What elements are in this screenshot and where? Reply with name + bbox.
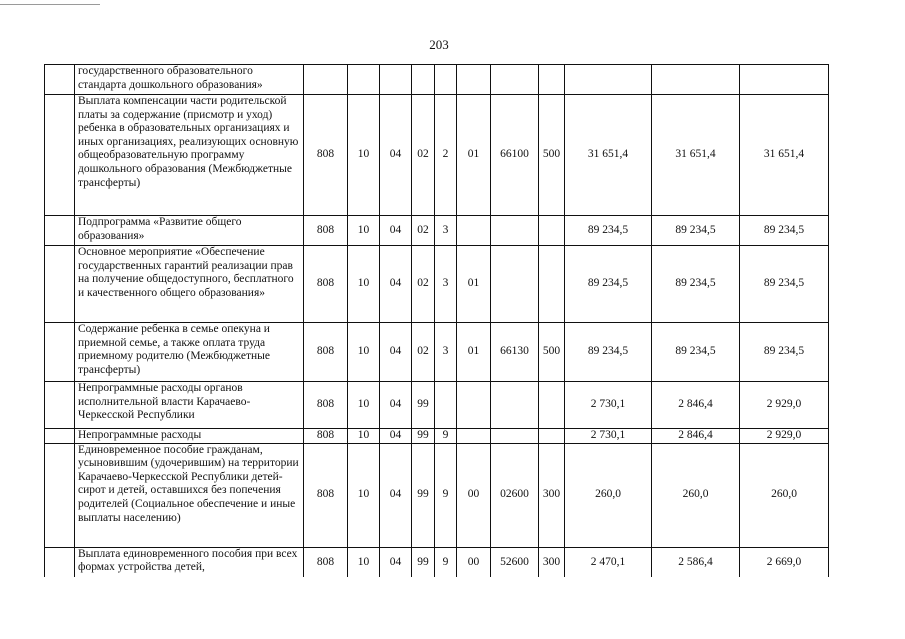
row-expense-type-code: 300 — [539, 547, 565, 577]
row-amount-2: 89 234,5 — [652, 323, 740, 382]
row-program-code: 02 — [412, 95, 435, 216]
row-subsection-code: 04 — [380, 547, 412, 577]
row-expense-type-code — [539, 65, 565, 95]
row-amount-2: 2 846,4 — [652, 429, 740, 444]
row-measure-code: 01 — [457, 95, 491, 216]
row-amount-1: 89 234,5 — [565, 246, 652, 323]
row-name-cell: Содержание ребенка в семье опекуна и приемной семье, а также оплата труда приемному родителю (Межбюджетные трансферты) — [75, 323, 304, 382]
row-program-code: 99 — [412, 443, 435, 547]
row-amount-2: 31 651,4 — [652, 95, 740, 216]
row-section-code: 10 — [348, 443, 380, 547]
row-subsection-code: 04 — [380, 443, 412, 547]
row-subprogram-code: 9 — [435, 547, 457, 577]
row-name-cell: Выплата компенсации части родительской платы за содержание (присмотр и уход) ребенка в образовательных организациях и иных организациях, реализующих основную общеобразовательную программу дошкольного образования (Межбюджетные трансферты) — [75, 95, 304, 216]
row-direction-code: 02600 — [491, 443, 539, 547]
row-subsection-code: 04 — [380, 95, 412, 216]
row-program-code: 99 — [412, 547, 435, 577]
row-amount-3: 31 651,4 — [740, 95, 829, 216]
row-section-code: 10 — [348, 95, 380, 216]
row-subsection-code: 04 — [380, 382, 412, 429]
row-subprogram-code: 3 — [435, 323, 457, 382]
row-measure-code: 00 — [457, 443, 491, 547]
row-number-cell — [45, 65, 75, 95]
row-amount-1: 31 651,4 — [565, 95, 652, 216]
row-subprogram-code — [435, 382, 457, 429]
row-subprogram-code — [435, 65, 457, 95]
row-amount-1: 89 234,5 — [565, 323, 652, 382]
table-row — [45, 443, 829, 547]
table-row — [45, 323, 829, 382]
row-amount-3: 89 234,5 — [740, 246, 829, 323]
row-measure-code: 01 — [457, 323, 491, 382]
row-admin-code: 808 — [304, 547, 348, 577]
row-program-code: 02 — [412, 323, 435, 382]
row-expense-type-code: 500 — [539, 95, 565, 216]
table-row — [45, 547, 829, 577]
row-program-code: 02 — [412, 246, 435, 323]
table-row — [45, 382, 829, 429]
row-number-cell — [45, 382, 75, 429]
row-expense-type-code — [539, 216, 565, 246]
table-row — [45, 429, 829, 444]
row-amount-2: 2 586,4 — [652, 547, 740, 577]
row-amount-1 — [565, 65, 652, 95]
row-name-cell: Подпрограмма «Развитие общего образования» — [75, 216, 304, 246]
row-program-code — [412, 65, 435, 95]
row-section-code: 10 — [348, 246, 380, 323]
row-measure-code — [457, 429, 491, 444]
row-number-cell — [45, 246, 75, 323]
top-edge-rule — [0, 4, 100, 5]
row-admin-code: 808 — [304, 429, 348, 444]
row-direction-code — [491, 429, 539, 444]
row-amount-1: 2 730,1 — [565, 429, 652, 444]
table-row — [45, 95, 829, 216]
row-amount-1: 2 470,1 — [565, 547, 652, 577]
row-direction-code — [491, 246, 539, 323]
row-number-cell — [45, 323, 75, 382]
row-direction-code — [491, 382, 539, 429]
row-measure-code — [457, 216, 491, 246]
row-amount-1: 89 234,5 — [565, 216, 652, 246]
row-admin-code: 808 — [304, 382, 348, 429]
row-name-cell: государственного образовательного стандарта дошкольного образования» — [75, 65, 304, 95]
row-number-cell — [45, 216, 75, 246]
row-number-cell — [45, 547, 75, 577]
row-amount-2: 89 234,5 — [652, 246, 740, 323]
row-amount-3 — [740, 65, 829, 95]
row-amount-2 — [652, 65, 740, 95]
table-row — [45, 216, 829, 246]
row-admin-code: 808 — [304, 246, 348, 323]
row-subprogram-code: 9 — [435, 429, 457, 444]
row-measure-code — [457, 382, 491, 429]
row-subprogram-code: 3 — [435, 246, 457, 323]
row-amount-3: 260,0 — [740, 443, 829, 547]
row-subprogram-code: 9 — [435, 443, 457, 547]
row-measure-code: 01 — [457, 246, 491, 323]
row-admin-code: 808 — [304, 323, 348, 382]
row-number-cell — [45, 443, 75, 547]
row-name-cell: Непрограммные расходы — [75, 429, 304, 444]
row-name-cell: Выплата единовременного пособия при всех формах устройства детей, — [75, 547, 304, 577]
row-section-code: 10 — [348, 429, 380, 444]
row-number-cell — [45, 429, 75, 444]
row-measure-code: 00 — [457, 547, 491, 577]
row-program-code: 99 — [412, 382, 435, 429]
row-direction-code: 52600 — [491, 547, 539, 577]
row-admin-code: 808 — [304, 95, 348, 216]
row-amount-2: 260,0 — [652, 443, 740, 547]
row-amount-1: 260,0 — [565, 443, 652, 547]
row-expense-type-code — [539, 246, 565, 323]
row-name-cell: Непрограммные расходы органов исполнительной власти Карачаево-Черкесской Республики — [75, 382, 304, 429]
row-admin-code: 808 — [304, 216, 348, 246]
row-program-code: 99 — [412, 429, 435, 444]
row-subsection-code: 04 — [380, 216, 412, 246]
row-direction-code — [491, 216, 539, 246]
row-expense-type-code: 300 — [539, 443, 565, 547]
row-section-code: 10 — [348, 547, 380, 577]
row-subprogram-code: 2 — [435, 95, 457, 216]
row-amount-3: 89 234,5 — [740, 323, 829, 382]
row-admin-code: 808 — [304, 443, 348, 547]
table-row — [45, 246, 829, 323]
row-section-code: 10 — [348, 382, 380, 429]
row-subsection-code: 04 — [380, 429, 412, 444]
row-name-cell: Единовременное пособие гражданам, усыновившим (удочерившим) на территории Карачаево-Черкесской Республики детей-сирот и детей, оставшихся без попечения родителей (Социальное обеспечение и иные выплаты населению) — [75, 443, 304, 547]
row-section-code: 10 — [348, 216, 380, 246]
row-direction-code — [491, 65, 539, 95]
row-amount-1: 2 730,1 — [565, 382, 652, 429]
table-row — [45, 65, 829, 95]
page-number: 203 — [429, 37, 449, 52]
row-direction-code: 66100 — [491, 95, 539, 216]
row-name-cell: Основное мероприятие «Обеспечение государственных гарантий реализации прав на получение общедоступного, бесплатного и качественного общего образования» — [75, 246, 304, 323]
row-expense-type-code: 500 — [539, 323, 565, 382]
row-number-cell — [45, 95, 75, 216]
row-measure-code — [457, 65, 491, 95]
row-amount-2: 2 846,4 — [652, 382, 740, 429]
row-program-code: 02 — [412, 216, 435, 246]
row-amount-3: 2 929,0 — [740, 429, 829, 444]
row-section-code: 10 — [348, 323, 380, 382]
row-section-code — [348, 65, 380, 95]
row-admin-code — [304, 65, 348, 95]
row-expense-type-code — [539, 382, 565, 429]
budget-table — [44, 64, 829, 577]
row-subsection-code — [380, 65, 412, 95]
row-subsection-code: 04 — [380, 323, 412, 382]
row-amount-3: 89 234,5 — [740, 216, 829, 246]
row-subsection-code: 04 — [380, 246, 412, 323]
row-amount-3: 2 929,0 — [740, 382, 829, 429]
row-expense-type-code — [539, 429, 565, 444]
row-subprogram-code: 3 — [435, 216, 457, 246]
row-direction-code: 66130 — [491, 323, 539, 382]
row-amount-3: 2 669,0 — [740, 547, 829, 577]
row-amount-2: 89 234,5 — [652, 216, 740, 246]
